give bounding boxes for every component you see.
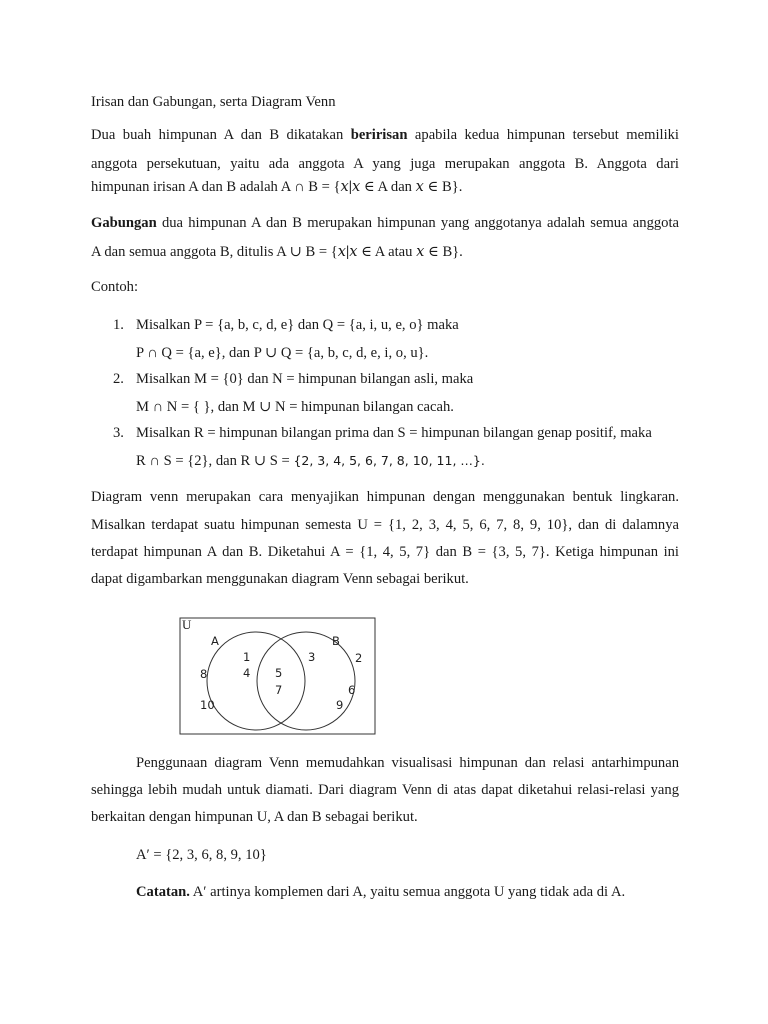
set-b-label: B [332, 634, 340, 648]
note: Catatan. A′ artinya komplemen dari A, yaitu semua anggota U yang tidak ada di A. [136, 884, 626, 900]
term-beririsan: beririsan [350, 127, 408, 143]
venn-element: 8 [200, 667, 208, 681]
term-gabungan: Gabungan [91, 215, 157, 231]
venn-element: 10 [200, 698, 215, 712]
venn-element: 9 [336, 698, 344, 712]
contoh-label: Contoh: [91, 279, 139, 295]
para1-line3: himpunan irisan A dan B adalah A ∩ B = {x|x ∈ A dan x ∈ B}. [91, 178, 463, 195]
venn-element: 4 [243, 666, 251, 680]
set-b-circle [257, 632, 355, 730]
para3-line3: terdapat himpunan A dan B. Diketahui A = {1, 4, 5, 7} dan B = {3, 5, 7}. Ketiga himpunan ini [91, 544, 679, 560]
para3-line1: Diagram venn merupakan cara menyajikan himpunan dengan menggunakan bentuk lingkaran. [91, 489, 679, 505]
complement-line: A′ = {2, 3, 6, 8, 9, 10} [136, 847, 267, 863]
set-a-label: A [211, 634, 219, 648]
venn-element: 6 [348, 683, 356, 697]
para4-line2: sehingga lebih mudah untuk diamati. Dari diagram Venn di atas dapat diketahui relasi-relasi yang [91, 782, 679, 798]
page-title: Irisan dan Gabungan, serta Diagram Venn [91, 94, 336, 110]
para3-line2: Misalkan terdapat suatu himpunan semesta U = {1, 2, 3, 4, 5, 6, 7, 8, 9, 10}, dan di dalamnya [91, 517, 679, 533]
para1-line1: Dua buah himpunan A dan B dikatakan beririsan apabila kedua himpunan tersebut memiliki [91, 127, 679, 143]
list-item-line2: R ∩ S = {2}, dan R ∪ S = {2, 3, 4, 5, 6, 7, 8, 10, 11, …}. [136, 453, 485, 469]
list-item-line2: P ∩ Q = {a, e}, dan P ∪ Q = {a, b, c, d, e, i, o, u}. [136, 345, 429, 361]
set-a-circle [207, 632, 305, 730]
para2-line1: Gabungan dua himpunan A dan B merupakan himpunan yang anggotanya adalah semua anggota [91, 215, 679, 231]
venn-diagram [170, 610, 390, 740]
universe-label: U [182, 617, 192, 632]
para4-line3: berkaitan dengan himpunan U, A dan B sebagai berikut. [91, 809, 418, 825]
venn-element: 2 [355, 651, 363, 665]
venn-element: 7 [275, 683, 283, 697]
list-item-line2: M ∩ N = { }, dan M ∪ N = himpunan bilangan cacah. [136, 399, 454, 415]
venn-element: 3 [308, 650, 316, 664]
para3-line4: dapat digambarkan menggunakan diagram Venn sebagai berikut. [91, 571, 469, 587]
para1-line2: anggota persekutuan, yaitu ada anggota A yang juga merupakan anggota B. Anggota dari [91, 156, 679, 172]
para2-line2: A dan semua anggota B, ditulis A ∪ B = {x|x ∈ A atau x ∈ B}. [91, 243, 463, 260]
note-label: Catatan. [136, 884, 190, 900]
para4-line1: Penggunaan diagram Venn memudahkan visualisasi himpunan dan relasi antarhimpunan [136, 755, 679, 771]
venn-element: 5 [275, 666, 283, 680]
venn-element: 1 [243, 650, 251, 664]
